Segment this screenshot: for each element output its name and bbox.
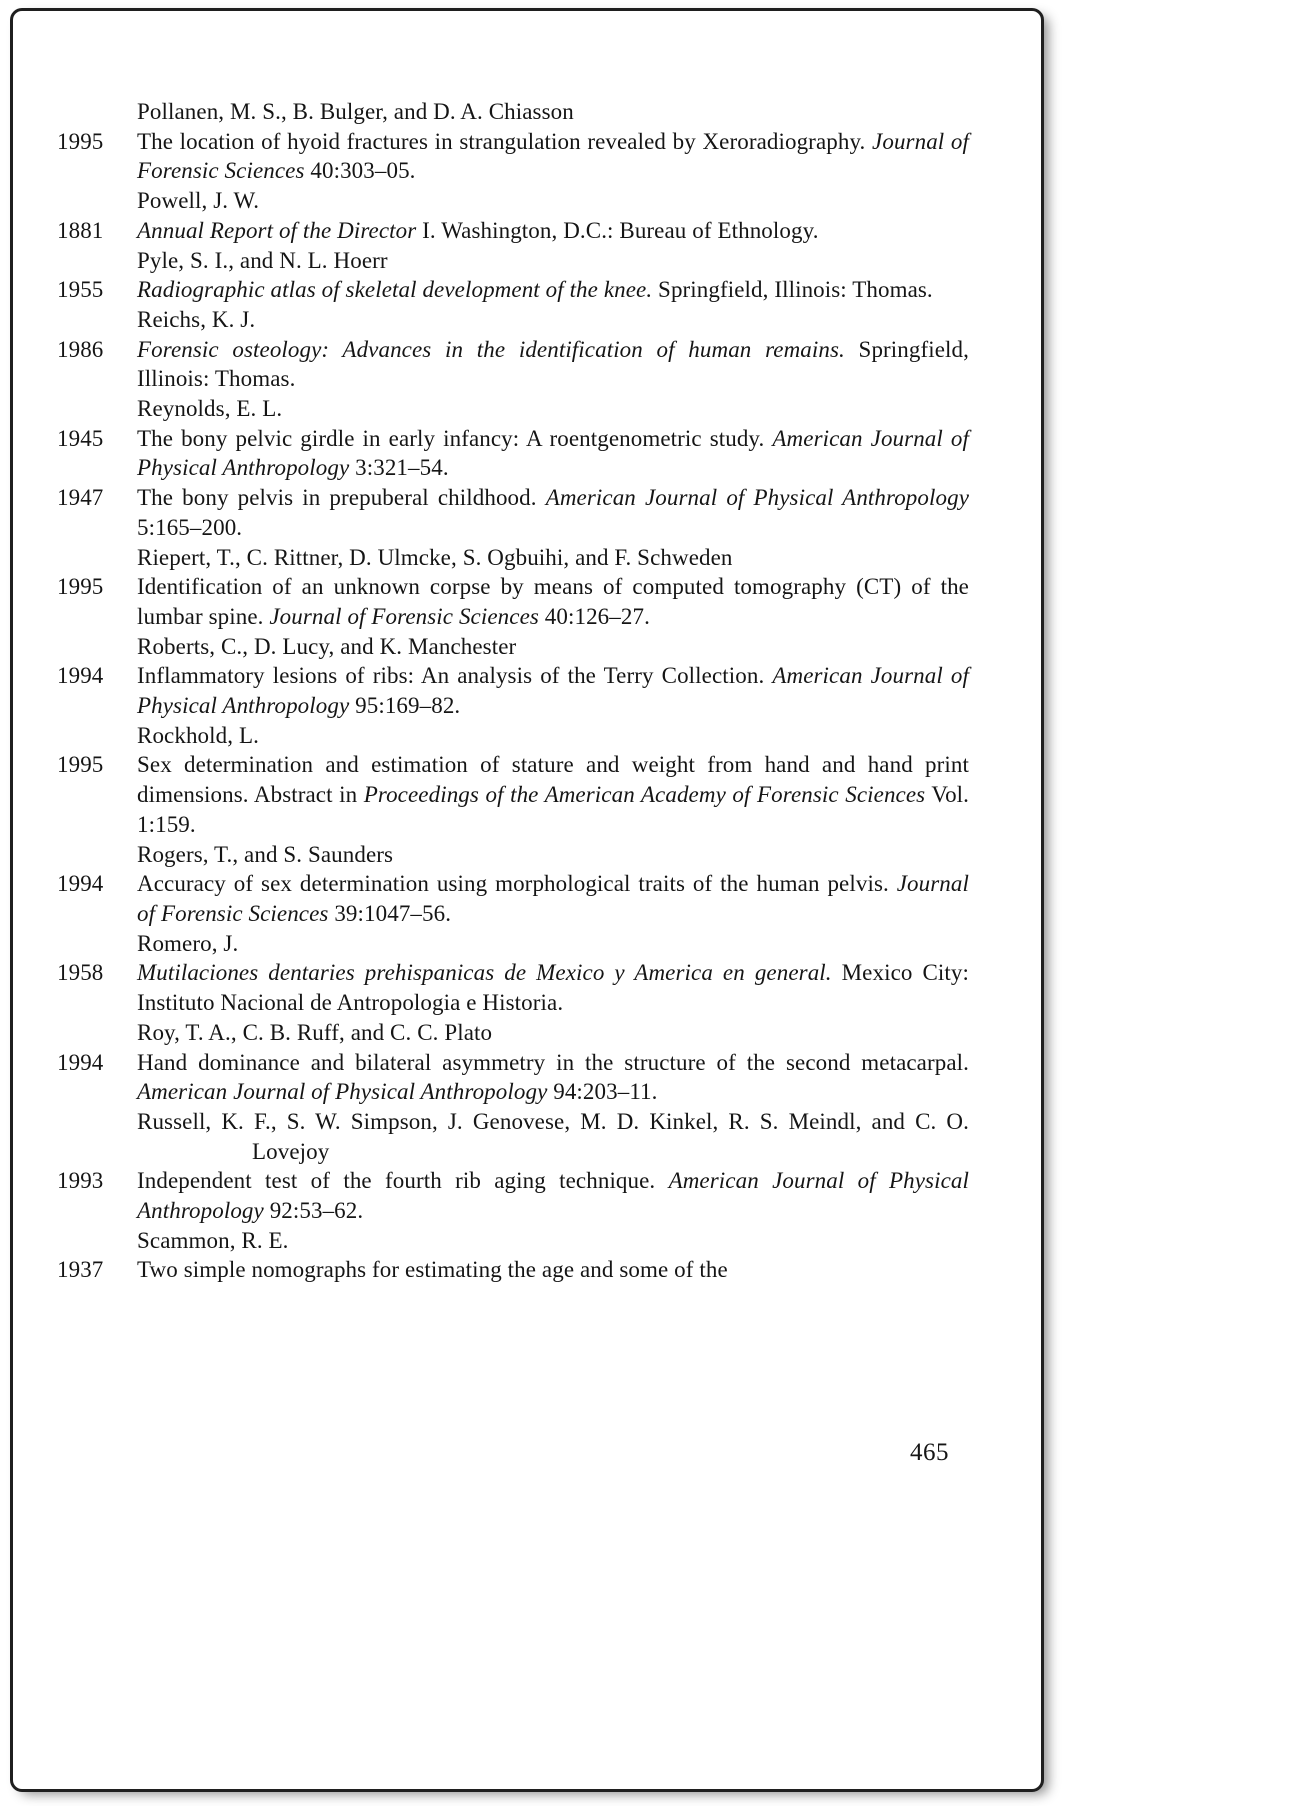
bib-work-text: Vol. 1:159. [137,782,970,837]
bib-author: Pollanen, M. S., B. Bulger, and D. A. Chiasson [137,99,574,124]
bib-work [57,1255,969,1285]
bib-year: 1986 [57,336,104,362]
bib-work-title: Annual Report of the Director [137,217,417,243]
bib-entry [57,1018,969,1107]
bib-year: 1995 [57,752,104,778]
bib-entry [57,1226,969,1285]
bib-work-text: Mexico City: Instituto Nacional de Antropologia e Historia. [137,960,969,1016]
bib-work [57,424,969,483]
bib-work-text: Sex determination and estimation of stature and weight from hand and hand print dimensions. Abstract in [137,752,969,808]
bib-author: Rockhold, L. [137,722,259,748]
bib-year: 1937 [57,1257,104,1283]
bib-entry [57,840,969,929]
bib-year: 1995 [57,128,104,154]
bib-work-text: 3:321–54. [349,455,449,481]
bib-author: Pyle, S. I., and N. L. Hoerr [137,247,388,273]
bib-work-title: Radiographic atlas of skeletal development of the knee. [137,277,653,303]
bib-work-text: Two simple nomographs for estimating the age and some of the [137,1257,728,1283]
bib-work-text: Independent test of the fourth rib aging technique. [137,1168,669,1194]
bib-author: Roberts, C., D. Lucy, and K. Manchester [137,633,517,659]
bib-author: Rogers, T., and S. Saunders [137,841,394,867]
bib-work-title: Journal of Forensic Sciences [269,603,539,629]
bib-entry [57,721,970,840]
bib-work-title: Proceedings of the American Academy of Forensic Sciences [363,782,926,808]
bib-work-text: Springfield, Illinois: Thomas. [652,277,933,303]
bib-author: Powell, J. W. [137,188,260,214]
bib-work-text: Inflammatory lesions of ribs: An analysis of the Terry Collection. [137,663,773,689]
bib-work-title: Journal of Forensic Sciences [137,128,969,184]
bib-work-text: Identification of an unknown corpse by means of computed tomography (CT) of the lumbar spine. [137,574,969,629]
bib-work-text: The bony pelvis in prepuberal childhood. [137,485,546,511]
bib-work [57,1048,969,1107]
bib-author: Reichs, K. J. [137,306,256,332]
bib-work-title: Mutilaciones dentaries prehispanicas de Mexico y America en general. [137,960,832,986]
bib-work [57,750,970,839]
bib-work-text: 40:303–05. [304,158,416,184]
bib-entry [57,632,969,721]
bib-work-text: Accuracy of sex determination using morphological traits of the human pelvis. [137,871,897,897]
bib-author: Romero, J. [137,930,239,956]
bib-work-title: American Journal of Physical Anthropology [545,485,970,511]
bib-work [57,869,969,928]
bib-work-text: I. Washington, D.C.: Bureau of Ethnology. [416,217,819,243]
bib-year: 1958 [57,960,104,986]
bib-work-text: 92:53–62. [263,1198,364,1224]
bib-year: 1955 [57,277,104,303]
bib-work [57,958,969,1017]
bib-work-text: 39:1047–56. [328,900,452,926]
bib-year: 1994 [57,1049,104,1075]
bib-work-text: Hand dominance and bilateral asymmetry in the structure of the second metacarpal. [137,1049,969,1075]
bib-entry [57,97,969,186]
bib-work-text: The bony pelvic girdle in early infancy: A roentgenometric study. [137,425,773,451]
bib-year: 1994 [57,663,104,689]
bib-entry [57,186,969,245]
bib-work-text: Springfield, Illinois: Thomas. [137,336,969,392]
bib-year: 1994 [57,871,104,897]
bib-work [57,275,969,305]
bib-work-text: 5:165–200. [137,514,243,540]
bib-year: 1947 [57,485,104,511]
scanned-page [10,8,1044,1792]
bib-work-text: 40:126–27. [538,603,650,629]
bib-author: Roy, T. A., C. B. Ruff, and C. C. Plato [137,1019,493,1045]
bib-work-title: American Journal of Physical Anthropology [137,663,969,719]
bib-work-text: 94:203–11. [547,1079,658,1105]
bib-work [57,335,969,394]
bib-work-title: American Journal of Physical Anthropology [137,1168,969,1224]
bib-work [57,127,969,186]
bib-work [57,216,969,246]
bib-entry [57,543,969,632]
bib-work-title: Journal of Forensic Sciences [137,871,969,926]
bib-entry [57,305,969,394]
bib-author: Riepert, T., C. Rittner, D. Ulmcke, S. Ogbuihi, and F. Schweden [137,544,733,570]
bib-work [57,483,970,542]
bib-author: Russell, K. F., S. W. Simpson, J. Genovese, M. D. Kinkel, R. S. Meindl, and C. O. Lovejoy [137,1108,969,1164]
bib-work-title: Forensic osteology: Advances in the identification of human remains. [137,336,845,362]
bib-year: 1881 [57,217,104,243]
bibliography-list [57,97,970,1285]
bib-author: Scammon, R. E. [137,1227,289,1253]
page-number: 465 [910,1439,949,1466]
bib-author: Reynolds, E. L. [137,396,283,422]
bib-work-title: American Journal of Physical Anthropology [137,1079,548,1105]
bib-work-text: The location of hyoid fractures in strangulation revealed by Xeroradiography. [137,128,873,154]
bib-entry [57,394,970,543]
bib-entry [57,246,969,305]
bib-year: 1945 [57,425,104,451]
bib-work-title: American Journal of Physical Anthropology [137,425,969,481]
bib-work [57,1166,969,1225]
bib-year: 1995 [57,574,104,600]
bib-entry [57,929,969,1018]
bib-year: 1993 [57,1168,104,1194]
bib-work-text: 95:169–82. [349,693,461,719]
bib-work [57,661,969,720]
bib-work [57,572,969,631]
bib-entry [57,1107,969,1226]
